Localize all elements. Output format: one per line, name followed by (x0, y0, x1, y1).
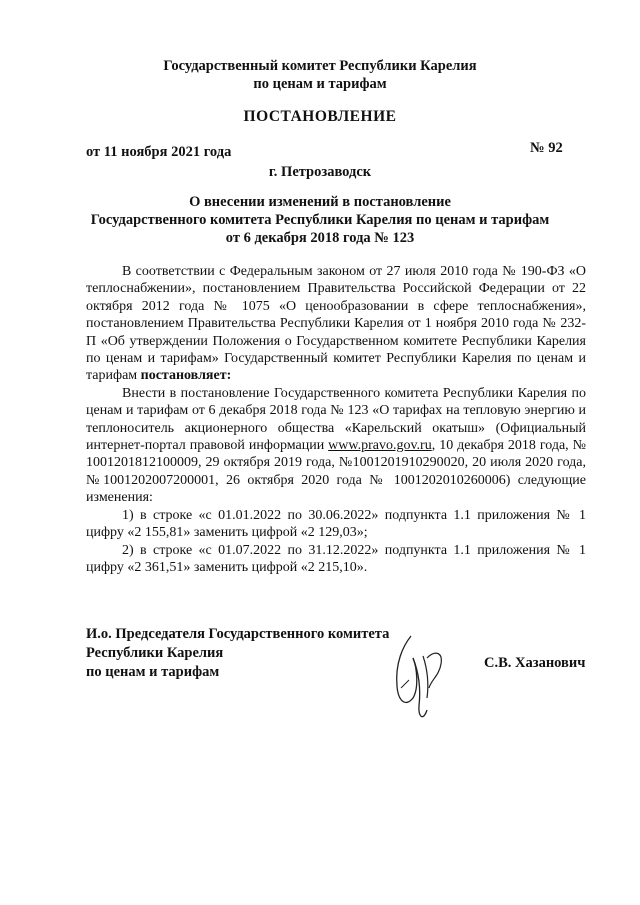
preamble-text: В соответствии с Федеральным законом от 27 июля 2010 года № 190-ФЗ «О теплоснабжении», постановлением Правительства Российской Федерации от 22 октября 2012 года № 1075 «О ценообразовании в сфере теплоснабжения», постановлением Правительства Республики Карелия от 1 ноября 2010 года № 232-П «Об утверждении Положения о Государственном комитете Республики Карелия по ценам и тарифам» Государственный комитет Республики Карелия по ценам и тарифам (86, 264, 586, 384)
committee-line-2: по ценам и тарифам (253, 76, 387, 92)
main-paragraph (86, 385, 586, 507)
preamble-paragraph (86, 263, 586, 385)
item-2: 2) в строке «с 01.07.2022 по 31.12.2022» подпункта 1.1 приложения № 1 цифру «2 361,51» заменить цифрой «2 215,10». (86, 542, 586, 575)
title-line-1: О внесении изменений в постановление (189, 194, 451, 210)
doc-type: ПОСТАНОВЛЕНИЕ (243, 108, 397, 125)
main-text-before-link: Внести в постановление Государственного комитета Республики Карелия по ценам и тарифам от 6 декабря 2018 года № 123 «О тарифах на тепловую энергию и теплоноситель акционерного общества «Карельский окатыш» (Официальный интернет-портал правовой информации (86, 385, 586, 454)
title-line-2: Государственного комитета Республики Карелия по ценам и тарифам (90, 212, 550, 228)
main-text-after-link: , 10 декабря 2018 года, № 1001201812100009, 29 октября 2019 года, №1001201910290020, 20 июля 2020 года, №1001202007200001, 26 октября 2020 года № 1001202010260006) следующие изменения: (86, 438, 586, 506)
signatory-line-2: Республики Карелия (86, 645, 224, 661)
doc-title (0, 193, 640, 247)
pravo-gov-link[interactable]: www.pravo.gov.ru (328, 438, 432, 454)
committee-line-1: Государственный комитет Республики Карелия (163, 58, 477, 74)
decree-word: постановляет: (140, 368, 232, 384)
handwritten-signature (383, 628, 463, 728)
signatory-line-3: по ценам и тарифам (86, 664, 220, 680)
signatory-position (86, 625, 389, 682)
doc-body (86, 263, 586, 576)
item-1: 1) в строке «с 01.01.2022 по 30.06.2022» подпункта 1.1 приложения № 1 цифру «2 155,81» заменить цифрой «2 129,03»; (86, 507, 586, 541)
signatory-line-1: И.о. Председателя Государственного комитета (86, 626, 390, 642)
doc-number: № 92 (530, 140, 563, 156)
title-line-3: от 6 декабря 2018 года № 123 (225, 230, 415, 246)
signatory-name: С.В. Хазанович (484, 655, 586, 671)
doc-date: от 11 ноября 2021 года (86, 144, 232, 160)
committee-name (0, 57, 640, 93)
doc-city: г. Петрозаводск (268, 164, 372, 180)
